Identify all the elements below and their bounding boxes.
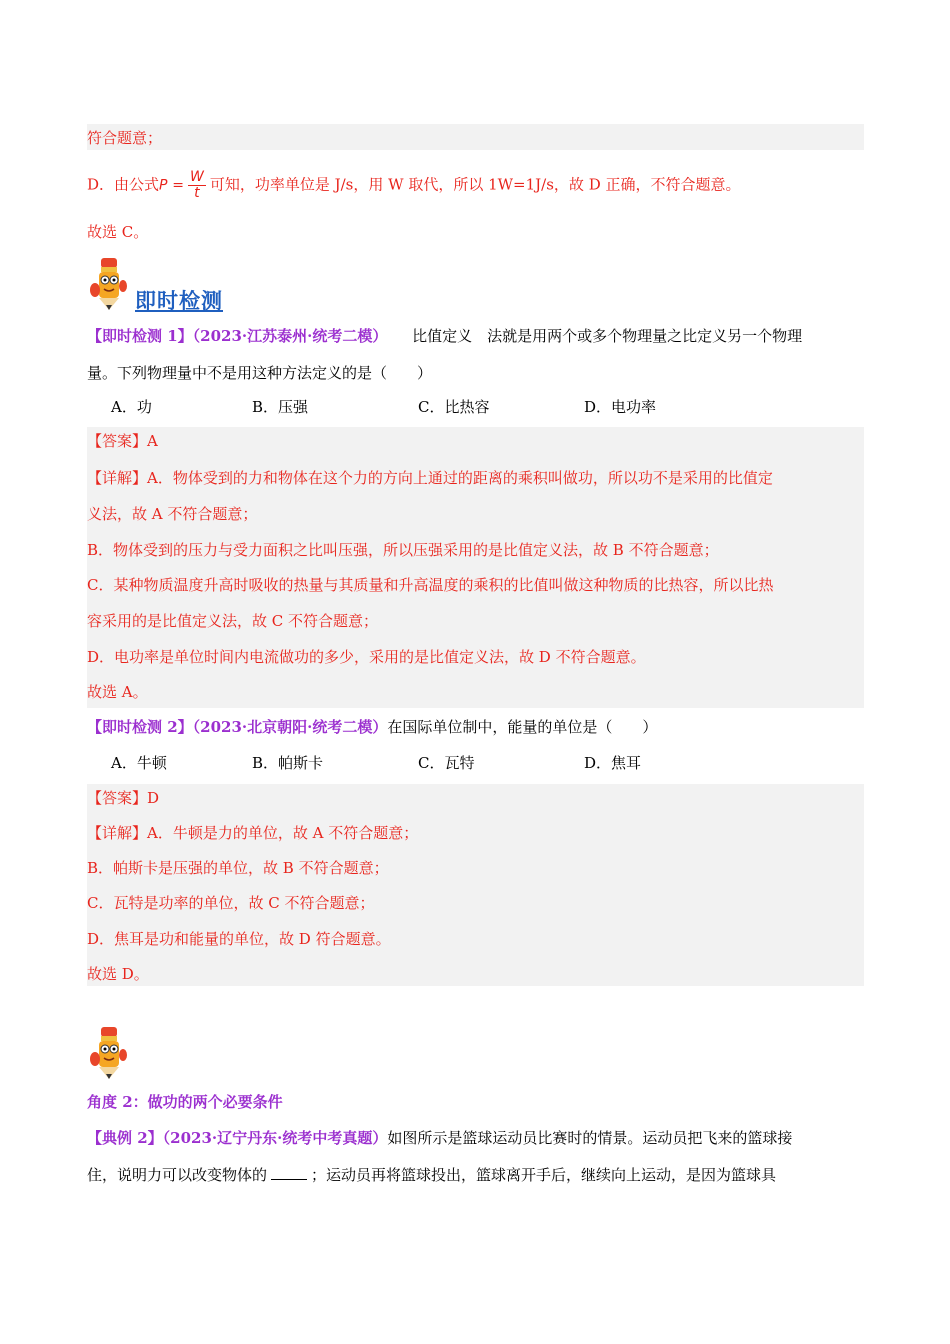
pencil-mascot-icon: [87, 1025, 131, 1081]
q1-stem-line-1: [87, 324, 802, 348]
example2-source: （2023·辽宁丹东·统考中考真题）: [162, 1129, 388, 1147]
q1-stem-line-2: 量。下列物理量中不是用这种方法定义的是（ ）: [87, 364, 433, 382]
example2-stem-text-2b: ；运动员再将篮球投出，篮球离开手后，继续向上运动，是因为篮球具: [311, 1166, 777, 1184]
q2-source: （2023·北京朝阳·统考二模）: [192, 718, 388, 736]
formula-fraction: [188, 170, 206, 201]
top-answer-bg: [87, 124, 864, 150]
q1-detail-line-1: 【详解】A．物体受到的力和物体在这个力的方向上通过的距离的乘积叫做功，所以功不是采用的比值定: [87, 469, 773, 487]
q2-detail-line-4: D．焦耳是功和能量的单位，故 D 符合题意。: [87, 930, 391, 948]
q1-tag: 【即时检测 1】: [87, 327, 193, 345]
q1-option-c: C．比热容: [418, 398, 490, 416]
section-heading: 角度 2：做功的两个必要条件: [87, 1093, 283, 1111]
q1-option-b: B．压强: [252, 398, 309, 416]
top-line-3: 故选 C。: [87, 223, 149, 241]
formula-denominator: t: [194, 185, 200, 201]
q1-source: （2023·江苏泰州·统考二模）: [192, 327, 388, 345]
top-line-2-post: 可知，功率单位是 J/s，用 W 取代，所以 1W=1J/s，故 D 正确，不符合题意。: [209, 175, 741, 194]
q1-option-d: D．电功率: [584, 398, 657, 416]
example2-stem-line-1: [87, 1126, 792, 1150]
example2-stem-text-1: 如图所示是篮球运动员比赛时的情景。运动员把飞来的篮球接: [387, 1129, 793, 1147]
q1-conclusion: 故选 A。: [87, 683, 148, 701]
q1-detail-line-5: 容采用的是比值定义法，故 C 不符合题意；: [87, 612, 379, 630]
top-line-1: 符合题意；: [87, 129, 163, 147]
formula-eq: =: [172, 177, 184, 194]
q1-stem-text-1: 比值定义 法就是用两个或多个物理量之比定义另一个物理: [412, 327, 803, 345]
q2-option-b: B．帕斯卡: [252, 754, 324, 772]
q1-detail-line-3: B．物体受到的压力与受力面积之比叫压强，所以压强采用的是比值定义法，故 B 不符合题意；: [87, 541, 719, 559]
q2-tag: 【即时检测 2】: [87, 718, 193, 736]
q2-answer: 【答案】D: [87, 789, 160, 807]
section-banner: 即时检测: [135, 289, 223, 313]
pencil-mascot-icon: [87, 256, 131, 312]
example2-tag: 【典例 2】: [87, 1129, 163, 1147]
q1-detail-line-4: C．某种物质温度升高时吸收的热量与其质量和升高温度的乘积的比值叫做这种物质的比热容，所以比热: [87, 576, 774, 594]
q1-detail-line-6: D．电功率是单位时间内电流做功的多少，采用的是比值定义法，故 D 不符合题意。: [87, 648, 646, 666]
q2-option-d: D．焦耳: [584, 754, 642, 772]
formula-numerator: W: [190, 169, 204, 185]
q2-option-c: C．瓦特: [418, 754, 475, 772]
q2-detail-line-3: C．瓦特是功率的单位，故 C 不符合题意；: [87, 894, 375, 912]
q2-stem-text: 在国际单位制中，能量的单位是（ ）: [387, 718, 658, 736]
q2-answer-bg: [87, 784, 864, 986]
q2-conclusion: 故选 D。: [87, 965, 149, 983]
q1-detail-line-2: 义法，故 A 不符合题意；: [87, 505, 258, 523]
fill-in-blank[interactable]: [271, 1163, 307, 1180]
q1-option-a: A．功: [111, 398, 152, 416]
top-line-2-pre: D．由公式: [87, 175, 160, 194]
example2-stem-text-2a: 住，说明力可以改变物体的: [87, 1166, 268, 1184]
q1-answer: 【答案】A: [87, 432, 158, 450]
q2-detail-line-1: 【详解】A．牛顿是力的单位，故 A 不符合题意；: [87, 824, 419, 842]
example2-stem-line-2: [87, 1163, 776, 1187]
q2-option-a: A．牛顿: [111, 754, 167, 772]
q2-detail-line-2: B．帕斯卡是压强的单位，故 B 不符合题意；: [87, 859, 389, 877]
formula-lhs: P: [159, 177, 168, 194]
top-line-2: [87, 170, 741, 201]
q2-stem-line: [87, 715, 657, 739]
